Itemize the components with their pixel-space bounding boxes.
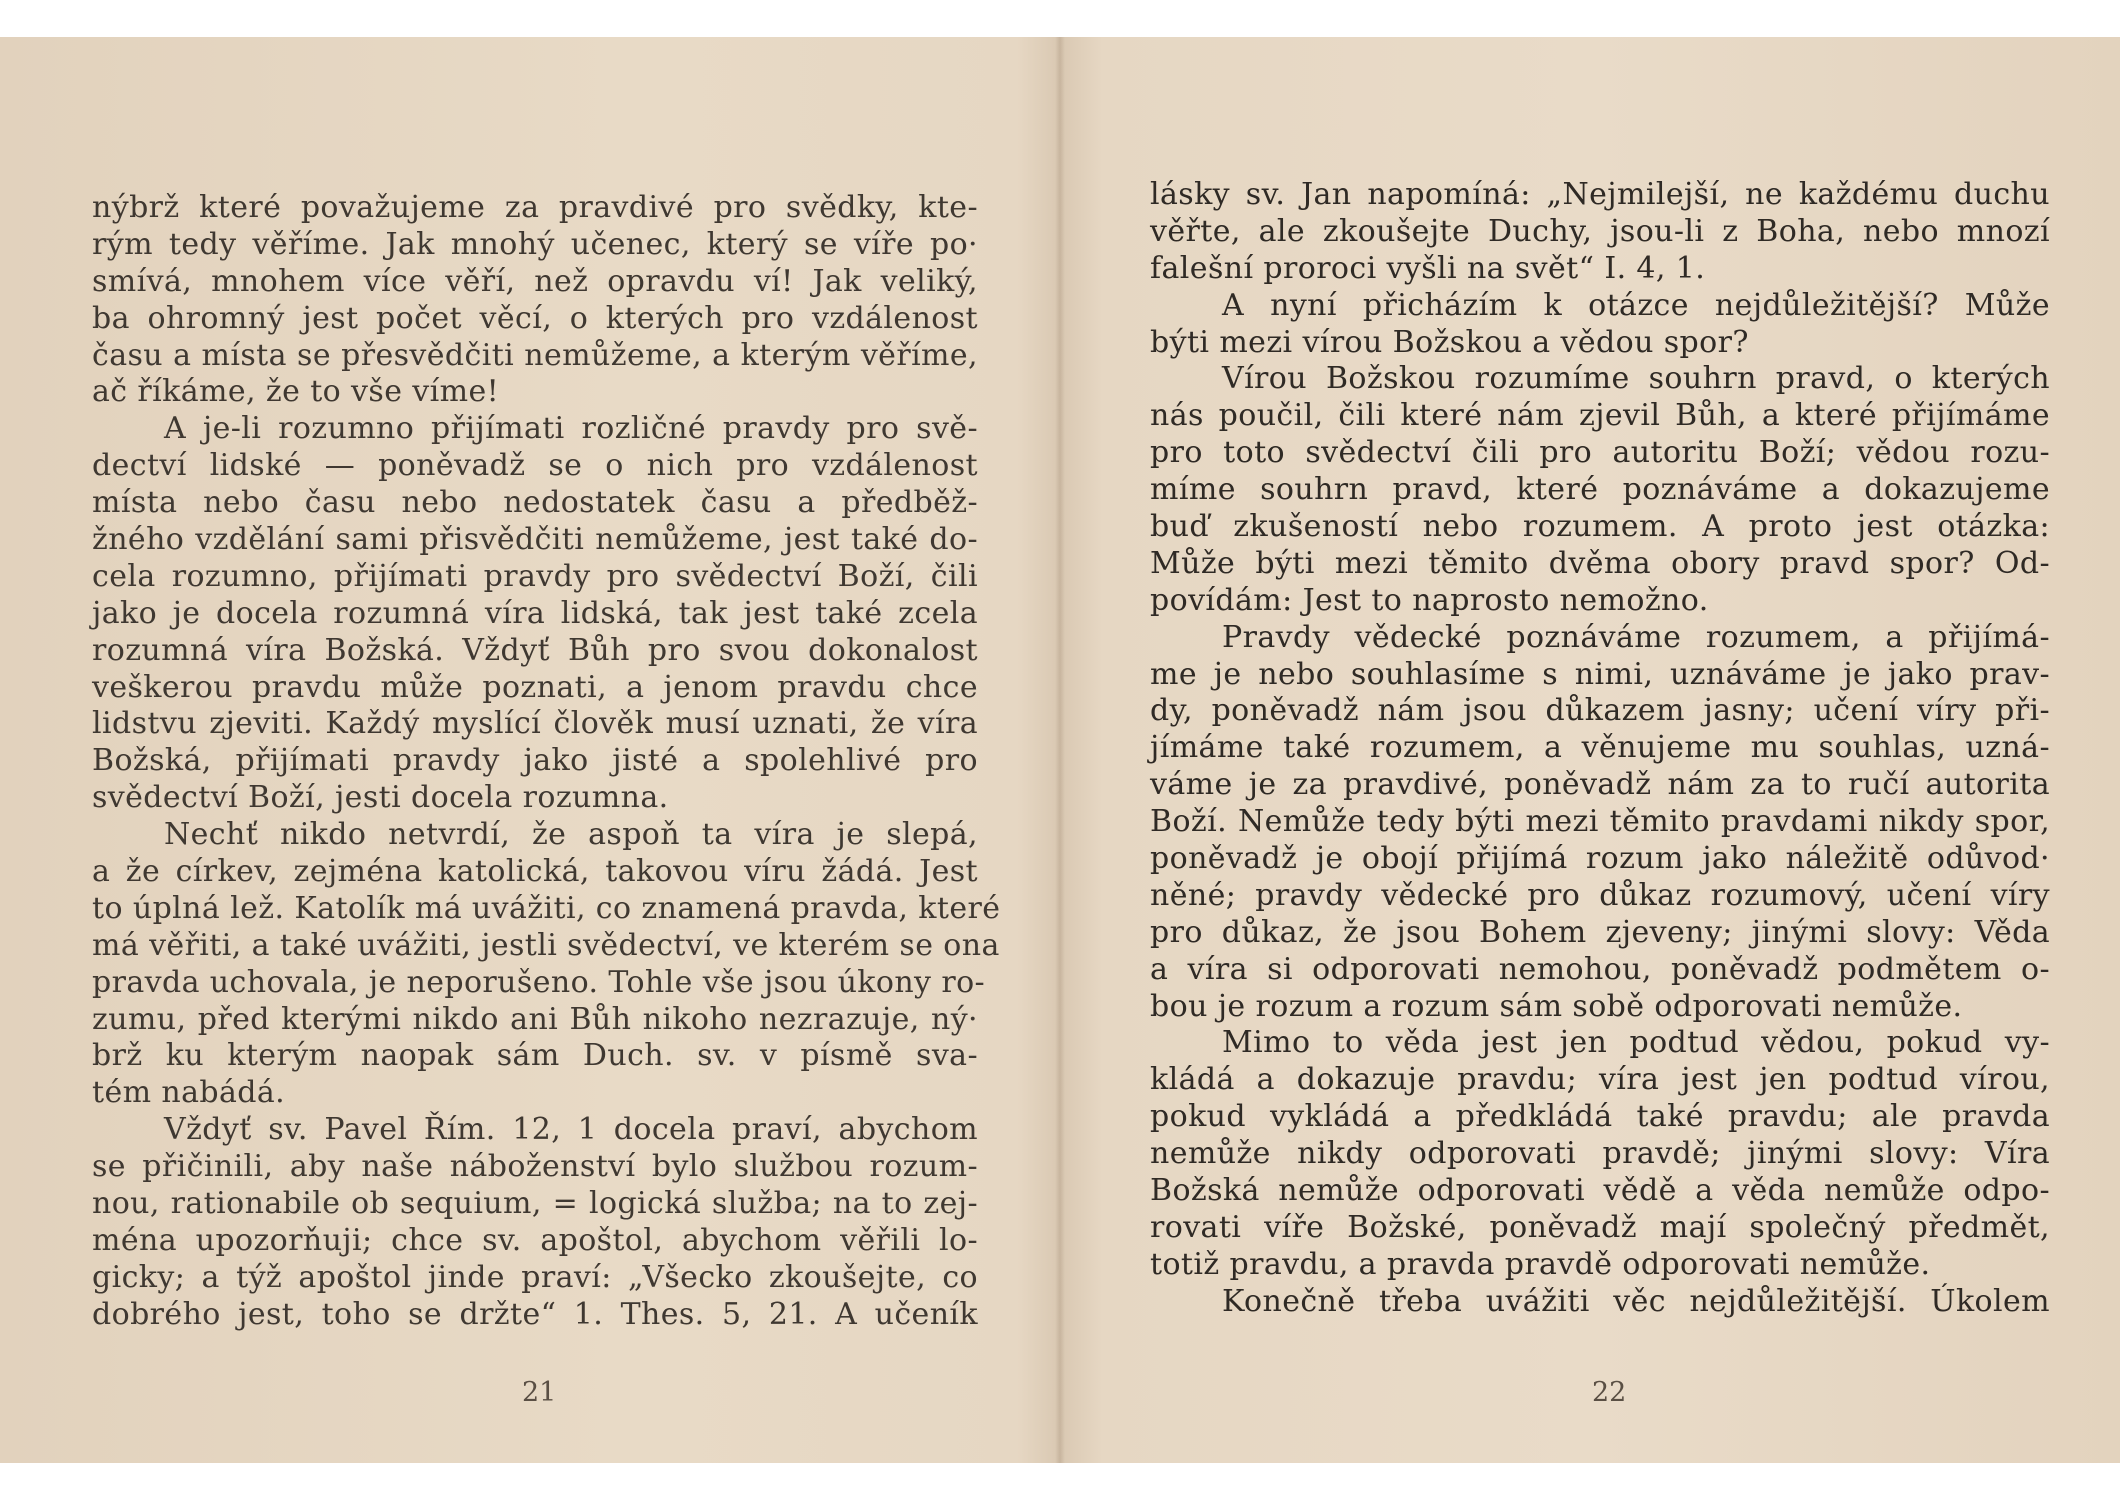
text-line: to úplná lež. Katolík má uvážiti, co znamená pravda, které <box>92 890 1001 926</box>
text-line: Božská nemůže odporovati vědě a věda nemůže odpo- <box>1150 1173 2050 1209</box>
text-line: pro důkaz, že jsou Bohem zjeveny; jinými slovy: Věda <box>1150 914 2050 950</box>
text-line: totiž pravdu, a pravda pravdě odporovati nemůže. <box>1150 1246 1931 1282</box>
text-line: Konečně třeba uvážiti věc nejdůležitější. Úkolem <box>1222 1283 2050 1319</box>
text-line: me je nebo souhlasíme s nimi, uznáváme je jako prav- <box>1150 656 2050 692</box>
text-line: žného vzdělání sami přisvědčiti nemůžeme, jest také do- <box>92 522 978 558</box>
text-line: býti mezi vírou Božskou a vědou spor? <box>1150 324 1749 360</box>
text-line: dy, poněvadž nám jsou důkazem jasny; učení víry při- <box>1150 693 2050 729</box>
text-line: brž ku kterým naopak sám Duch. sv. v písmě sva- <box>92 1038 978 1074</box>
text-line: Vždyť sv. Pavel Řím. 12, 1 docela praví, abychom <box>164 1112 978 1148</box>
text-line: rým tedy věříme. Jak mnohý učenec, který se víře po· <box>92 226 978 262</box>
text-line: rozumná víra Božská. Vždyť Bůh pro svou dokonalost <box>92 632 978 668</box>
text-line: tém nabádá. <box>92 1075 286 1111</box>
text-line: svědectví Boží, jesti docela rozumna. <box>92 780 669 816</box>
text-line: pravda uchovala, je neporušeno. Tohle vše jsou úkony ro- <box>92 964 986 1000</box>
right-page-text <box>1150 177 2050 1321</box>
text-line: nemůže nikdy odporovati pravdě; jinými slovy: Víra <box>1150 1136 2050 1172</box>
text-line: bou je rozum a rozum sám sobě odporovati nemůže. <box>1150 988 1963 1024</box>
text-line: falešní proroci vyšli na svět“ I. 4, 1. <box>1150 250 1706 286</box>
text-line: váme je za pravdivé, poněvadž nám za to ručí autorita <box>1150 767 2050 803</box>
book-spread <box>0 37 2120 1463</box>
text-line: poněvadž je obojí přijímá rozum jako náležitě odůvod· <box>1150 841 2050 877</box>
text-line: ména upozorňuji; chce sv. apoštol, abychom věřili lo- <box>92 1222 978 1258</box>
text-line: Boží. Nemůže tedy býti mezi těmito pravdami nikdy spor, <box>1150 804 2050 840</box>
page-number: 22 <box>1592 1377 1627 1408</box>
text-line: Vírou Božskou rozumíme souhrn pravd, o kterých <box>1222 361 2050 397</box>
text-line: Božská, přijímati pravdy jako jisté a spolehlivé pro <box>92 743 978 779</box>
text-line: se přičinili, aby naše náboženství bylo službou rozum- <box>92 1149 978 1185</box>
text-line: a víra si odporovati nemohou, poněvadž podmětem o- <box>1150 951 2050 987</box>
text-line: pokud vykládá a předkládá také pravdu; ale pravda <box>1150 1099 2050 1135</box>
text-line: nou, rationabile ob sequium, = logická služba; na to zej- <box>92 1186 978 1222</box>
text-line: Pravdy vědecké poznáváme rozumem, a přijímá- <box>1222 619 2050 655</box>
text-line: Nechť nikdo netvrdí, že aspoň ta víra je slepá, <box>164 817 978 853</box>
text-line: má věřiti, a také uvážiti, jestli svědectví, ve kterém se ona <box>92 927 1000 963</box>
right-page <box>1060 37 2120 1463</box>
page-number: 21 <box>522 1377 557 1408</box>
text-line: ba ohromný jest počet věcí, o kterých pro vzdálenost <box>92 300 978 336</box>
text-line: Mimo to věda jest jen podtud vědou, pokud vy- <box>1222 1025 2050 1061</box>
text-line: veškerou pravdu může poznati, a jenom pravdu chce <box>92 669 978 705</box>
text-line: nás poučil, čili které nám zjevil Bůh, a které přijímáme <box>1150 398 2050 434</box>
text-line: povídám: Jest to naprosto nemožno. <box>1150 582 1709 618</box>
text-line: dobrého jest, toho se držte“ 1. Thes. 5, 21. A učeník <box>92 1296 978 1332</box>
text-line: gicky; a týž apoštol jinde praví: „Všecko zkoušejte, co <box>92 1259 978 1295</box>
text-line: zumu, před kterými nikdo ani Bůh nikoho nezrazuje, ný· <box>92 1001 978 1037</box>
text-line: míme souhrn pravd, které poznáváme a dokazujeme <box>1150 472 2050 508</box>
text-line: lidstvu zjeviti. Každý myslící člověk musí uznati, že víra <box>92 706 978 742</box>
text-line: lásky sv. Jan napomíná: „Nejmilejší, ne každému duchu <box>1150 177 2050 212</box>
text-line: kládá a dokazuje pravdu; víra jest jen podtud vírou, <box>1150 1062 2050 1098</box>
left-page <box>0 37 1060 1463</box>
left-page-text <box>92 190 1001 1334</box>
text-line: dectví lidské — poněvadž se o nich pro vzdálenost <box>92 448 978 484</box>
text-line: nýbrž které považujeme za pravdivé pro svědky, kte- <box>92 190 978 225</box>
text-line: pro toto svědectví čili pro autoritu Boží; vědou rozu- <box>1150 435 2050 471</box>
text-line: času a místa se přesvědčiti nemůžeme, a kterým věříme, <box>92 337 978 373</box>
text-line: Může býti mezi těmito dvěma obory pravd spor? Od- <box>1150 545 2050 581</box>
text-line: místa nebo času nebo nedostatek času a předběž- <box>92 485 978 521</box>
text-line: věřte, ale zkoušejte Duchy, jsou-li z Boha, nebo mnozí <box>1150 213 2050 249</box>
text-line: jímáme také rozumem, a věnujeme mu souhlas, uzná- <box>1150 730 2050 766</box>
text-line: jako je docela rozumná víra lidská, tak jest také zcela <box>92 595 978 631</box>
text-line: smívá, mnohem více věří, než opravdu ví! Jak veliký, <box>92 263 978 299</box>
text-line: ač říkáme, že to vše víme! <box>92 374 500 410</box>
text-line: něné; pravdy vědecké pro důkaz rozumový, učení víry <box>1150 877 2050 913</box>
text-line: A nyní přicházím k otázce nejdůležitější? Může <box>1222 287 2050 323</box>
text-line: buď zkušeností nebo rozumem. A proto jest otázka: <box>1150 509 2050 545</box>
text-line: rovati víře Božské, poněvadž mají společný předmět, <box>1150 1209 2050 1245</box>
text-line: a že církev, zejména katolická, takovou víru žádá. Jest <box>92 854 978 890</box>
text-line: A je-li rozumno přijímati rozličné pravdy pro svě- <box>164 411 978 447</box>
text-line: cela rozumno, přijímati pravdy pro svědectví Boží, čili <box>92 558 978 594</box>
